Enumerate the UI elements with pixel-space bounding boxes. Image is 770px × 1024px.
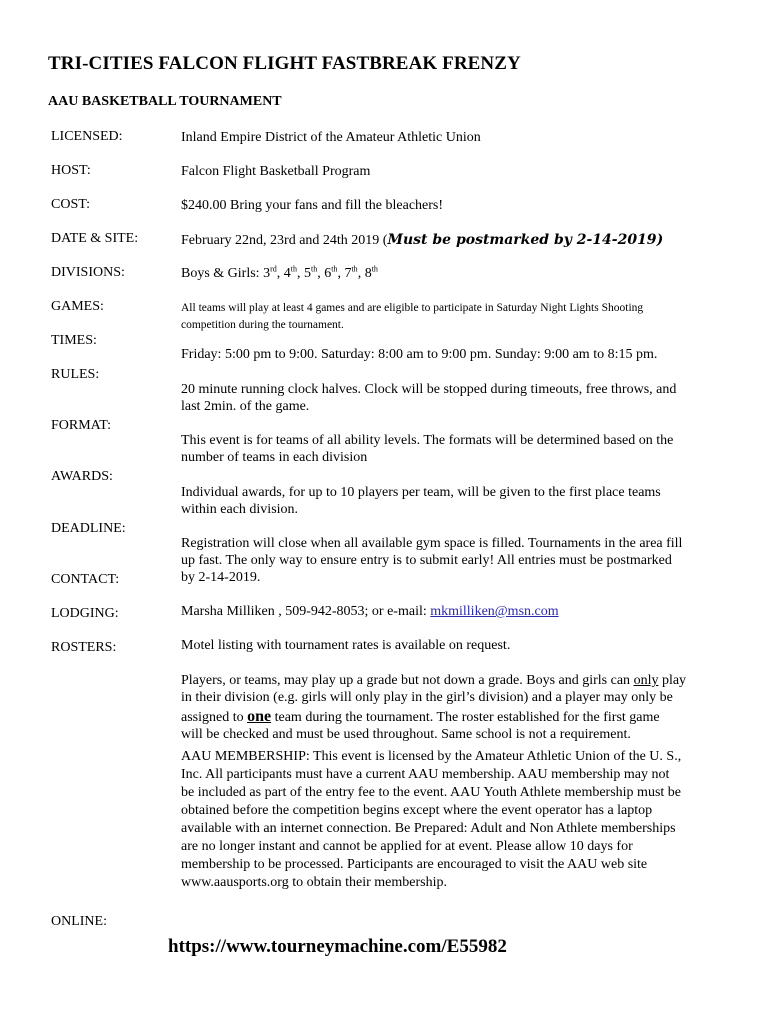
- divisions-prefix: Boys & Girls:: [181, 266, 264, 281]
- label-deadline: DEADLINE:: [51, 521, 126, 536]
- value-rosters-line2: in their division (e.g. girls will only play in the girl’s division) and a player may only be: [181, 690, 673, 705]
- label-games: GAMES:: [51, 299, 104, 314]
- rosters-one-emphasis: one: [247, 708, 272, 725]
- rosters-only-emphasis: only: [633, 673, 659, 688]
- value-awards-line1: Individual awards, for up to 10 players per team, will be given to the first place teams: [181, 485, 661, 500]
- aau-membership-paragraph: [181, 748, 681, 892]
- value-deadline-line2: up fast. The only way to ensure entry is to submit early! All entries must be postmarked: [181, 553, 672, 568]
- online-registration-url[interactable]: https://www.tourneymachine.com/E55982: [168, 936, 507, 957]
- value-deadline-line3: by 2-14-2019.: [181, 570, 261, 585]
- aau-line: AAU MEMBERSHIP: This event is licensed by the Amateur Athletic Union of the U. S.,: [181, 749, 682, 764]
- value-times: Friday: 5:00 pm to 9:00. Saturday: 8:00 am to 9:00 pm. Sunday: 9:00 am to 8:15 pm.: [181, 347, 658, 362]
- rosters-text: assigned to: [181, 710, 248, 725]
- date-close-paren: ): [656, 232, 664, 248]
- label-host: HOST:: [51, 163, 91, 178]
- postmark-note: Must be postmarked by 2-14-2019: [387, 232, 657, 248]
- value-rosters-line4: will be checked and must be used throughout. Same school is not a requirement.: [181, 727, 631, 742]
- aau-line: Inc. All participants must have a current AAU membership. AAU membership may not: [181, 767, 670, 782]
- value-contact: [181, 603, 559, 621]
- aau-line: obtained before the competition begins except where the event operator has a laptop: [181, 803, 653, 818]
- value-date-site: [181, 231, 663, 250]
- value-rules-line2: last 2min. of the game.: [181, 399, 310, 414]
- contact-text: Marsha Milliken , 509-942-8053; or e-mail:: [181, 604, 431, 619]
- division-grade: 8th: [364, 264, 378, 281]
- label-online: ONLINE:: [51, 914, 107, 929]
- label-times: TIMES:: [51, 333, 97, 348]
- document-subtitle: AAU BASKETBALL TOURNAMENT: [48, 94, 282, 109]
- value-awards-line2: within each division.: [181, 502, 299, 517]
- division-grade: 6th,: [324, 264, 345, 281]
- division-grade: 3rd,: [263, 264, 284, 281]
- label-date-site: DATE & SITE:: [51, 231, 139, 246]
- label-rules: RULES:: [51, 367, 100, 382]
- value-rosters-line1: [181, 672, 686, 690]
- value-licensed: Inland Empire District of the Amateur Athletic Union: [181, 130, 481, 145]
- value-format-line2: number of teams in each division: [181, 450, 368, 465]
- label-cost: COST:: [51, 197, 90, 212]
- division-grade: 5th,: [303, 264, 325, 281]
- division-grade: 7th,: [344, 264, 365, 281]
- label-format: FORMAT:: [51, 418, 111, 433]
- value-games-line1: All teams will play at least 4 games and are eligible to participate in Saturday Night Lights Shooting: [181, 302, 644, 314]
- value-format-line1: This event is for teams of all ability levels. The formats will be determined based on the: [181, 433, 674, 448]
- value-lodging: Motel listing with tournament rates is available on request.: [181, 638, 511, 653]
- division-grade: 4th,: [283, 264, 304, 281]
- label-lodging: LODGING:: [51, 606, 119, 621]
- value-games-line2: competition during the tournament.: [181, 319, 344, 331]
- label-rosters: ROSTERS:: [51, 640, 117, 655]
- value-deadline-line1: Registration will close when all available gym space is filled. Tournaments in the area fill: [181, 536, 683, 551]
- rosters-text: play: [658, 673, 687, 688]
- document-title: TRI-CITIES FALCON FLIGHT FASTBREAK FRENZY: [48, 53, 521, 74]
- value-rosters-line3: [181, 708, 660, 727]
- label-divisions: DIVISIONS:: [51, 265, 125, 280]
- rosters-text: Players, or teams, may play up a grade but not down a grade. Boys and girls can: [181, 673, 634, 688]
- aau-line: available with an internet connection. Be Prepared: Adult and Non Athlete memberships: [181, 821, 676, 836]
- value-rules-line1: 20 minute running clock halves. Clock will be stopped during timeouts, free throws, and: [181, 382, 677, 397]
- value-cost: $240.00 Bring your fans and fill the bleachers!: [181, 198, 444, 213]
- value-divisions: [181, 265, 378, 283]
- label-awards: AWARDS:: [51, 469, 113, 484]
- label-licensed: LICENSED:: [51, 129, 123, 144]
- label-contact: CONTACT:: [51, 572, 120, 587]
- aau-line: www.aausports.org to obtain their membership.: [181, 875, 447, 890]
- divisions-grades: [263, 266, 378, 281]
- aau-line: are no longer instant and cannot be applied for at event. Please allow 10 days for: [181, 839, 633, 854]
- date-text: February 22nd, 23rd and 24th 2019 (: [181, 233, 388, 248]
- aau-line: membership to be processed. Participants are encouraged to visit the AAU web site: [181, 857, 648, 872]
- contact-email-link[interactable]: mkmilliken@msn.com: [430, 604, 559, 619]
- rosters-text: team during the tournament. The roster established for the first game: [271, 710, 660, 725]
- aau-line: be included as part of the entry fee to the event. AAU Youth Athlete membership must be: [181, 785, 682, 800]
- value-host: Falcon Flight Basketball Program: [181, 164, 371, 179]
